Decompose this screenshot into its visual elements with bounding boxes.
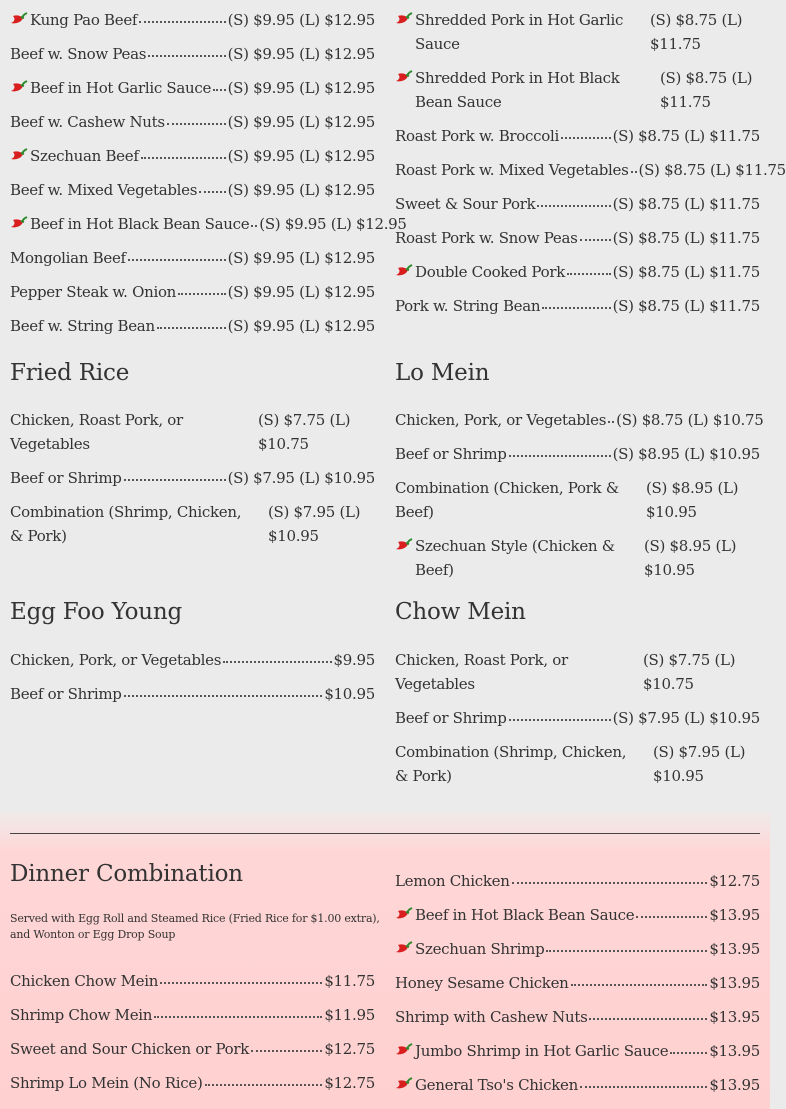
dot-leader <box>223 648 331 663</box>
menu-item-price: (S) $8.75 (L) $11.75 <box>612 297 760 315</box>
dot-leader <box>199 178 225 193</box>
menu-item-name: Chicken, Roast Pork, or Vegetables <box>395 651 568 693</box>
menu-item-name-group <box>395 8 635 56</box>
chili-pepper-icon <box>395 534 415 552</box>
dot-leader <box>251 1037 322 1052</box>
menu-item-name-group <box>395 226 578 250</box>
menu-item-name: Pepper Steak w. Onion <box>10 283 177 301</box>
dot-leader <box>580 226 611 241</box>
menu-item-name: Shrimp Lo Mein (No Rice) <box>10 1074 203 1092</box>
dinner-combination-note: Served with Egg Roll and Steamed Rice (Fried Rice for $1.00 extra), and Wonton or Egg Drop Soup <box>10 912 380 941</box>
fried-rice-title: Fried Rice <box>10 360 130 386</box>
menu-item-name: General Tso's Chicken <box>415 1076 578 1094</box>
menu-item-price: (S) $8.75 (L) $11.75 <box>612 127 760 145</box>
menu-item-name: Beef in Hot Black Bean Sauce <box>415 906 635 924</box>
menu-item-name: Beef or Shrimp <box>10 685 122 703</box>
menu-item-price: (S) $9.95 (L) $12.95 <box>227 79 375 97</box>
menu-item-name: Sweet & Sour Pork <box>395 195 536 213</box>
chili-pepper-icon <box>10 212 30 230</box>
menu-item-price: $13.95 <box>709 1042 760 1060</box>
menu-item-price: (S) $8.75 (L) $11.75 <box>612 229 760 247</box>
menu-item-price: (S) $7.95 (L) $10.95 <box>227 469 375 487</box>
dot-leader <box>509 706 611 721</box>
menu-item-price: (S) $9.95 (L) $12.95 <box>227 45 375 63</box>
menu-item-name: Mongolian Beef <box>10 249 126 267</box>
menu-item <box>395 740 760 788</box>
menu-item <box>10 408 375 456</box>
egg-foo-young-title: Egg Foo Young <box>10 599 183 625</box>
menu-item-name-group <box>395 1073 578 1097</box>
chili-pepper-icon <box>10 76 30 94</box>
dot-leader <box>589 1005 707 1020</box>
menu-item-name: Chicken Chow Mein <box>10 972 159 990</box>
menu-item <box>395 124 760 148</box>
menu-item <box>395 971 760 995</box>
chili-pepper-icon <box>395 66 415 84</box>
menu-item-price: $11.75 <box>324 972 375 990</box>
menu-item-price: (S) $8.75 (L) $11.75 <box>612 263 760 281</box>
menu-item-price: (S) $9.95 (L) $12.95 <box>227 113 375 131</box>
chow-mein-title: Chow Mein <box>395 599 526 625</box>
dot-leader <box>178 280 226 295</box>
menu-item-name-group <box>10 466 122 490</box>
dot-leader <box>213 76 226 91</box>
menu-item-name-group <box>395 294 540 318</box>
menu-item-name-group <box>10 76 211 100</box>
menu-item-name-group <box>10 246 126 270</box>
menu-item-price: $11.95 <box>324 1006 375 1024</box>
menu-item-name-group <box>10 969 158 993</box>
menu-item <box>395 534 760 582</box>
menu-item-name-group <box>10 408 210 456</box>
menu-item <box>395 192 760 216</box>
menu-item-name: Beef in Hot Garlic Sauce <box>30 79 212 97</box>
dot-leader <box>631 158 637 173</box>
menu-item-price: (S) $9.95 (L) $12.95 <box>227 11 375 29</box>
menu-item-name-group <box>10 280 176 304</box>
dot-leader <box>608 408 614 423</box>
menu-item-name: Roast Pork w. Snow Peas <box>395 229 578 247</box>
menu-item-name-group <box>395 476 625 524</box>
menu-item-price: (S) $8.75 (L) $11.75 <box>660 69 753 111</box>
dot-leader <box>139 8 225 23</box>
menu-item-price: (S) $7.95 (L) $10.95 <box>612 709 760 727</box>
menu-item-price: $12.75 <box>709 872 760 890</box>
menu-item-price: $13.95 <box>709 1076 760 1094</box>
menu-item <box>395 1005 760 1029</box>
menu-item-price: (S) $8.95 (L) $10.95 <box>644 537 737 579</box>
dot-leader <box>124 682 323 697</box>
menu-item-price: (S) $9.95 (L) $12.95 <box>227 249 375 267</box>
dot-leader <box>561 124 611 139</box>
dot-leader <box>251 212 257 227</box>
menu-item <box>10 1037 375 1061</box>
menu-item-name-group <box>10 178 197 202</box>
dot-leader <box>167 110 226 125</box>
menu-item-name-group <box>395 158 629 182</box>
menu-item-name-group <box>10 682 122 706</box>
menu-item-name: Beef w. Snow Peas <box>10 45 147 63</box>
dot-leader <box>567 260 611 275</box>
menu-item-price: (S) $8.95 (L) $10.95 <box>646 479 739 521</box>
menu-item-name: Beef or Shrimp <box>395 445 507 463</box>
menu-item-name-group <box>395 648 605 696</box>
menu-item <box>395 442 760 466</box>
menu-item-price: (S) $8.75 (L) $11.75 <box>638 161 786 179</box>
menu-item-name: Jumbo Shrimp in Hot Garlic Sauce <box>415 1042 669 1060</box>
menu-item-name: Roast Pork w. Broccoli <box>395 127 559 145</box>
menu-item-name-group <box>10 42 146 66</box>
menu-item-name: Shrimp Chow Mein <box>10 1006 153 1024</box>
menu-item-name: Beef or Shrimp <box>395 709 507 727</box>
menu-item-name: Beef w. Cashew Nuts <box>10 113 165 131</box>
menu-item <box>10 969 375 993</box>
menu-item <box>10 144 375 168</box>
menu-item-price: (S) $7.95 (L) $10.95 <box>268 503 361 545</box>
menu-item <box>10 178 375 202</box>
menu-item-name: Pork w. String Bean <box>395 297 541 315</box>
menu-item-name: Chicken, Roast Pork, or Vegetables <box>10 411 183 453</box>
menu-item-name: Szechuan Beef <box>30 147 139 165</box>
menu-item-name: Combination (Shrimp, Chicken, & Pork) <box>10 503 242 545</box>
menu-item <box>395 158 786 182</box>
menu-item-price: (S) $7.75 (L) $10.75 <box>643 651 736 693</box>
dot-leader <box>148 42 226 57</box>
menu-item-name-group <box>395 192 535 216</box>
menu-item <box>395 1073 760 1097</box>
menu-item-name: Sweet and Sour Chicken or Pork <box>10 1040 250 1058</box>
dot-leader <box>124 466 226 481</box>
menu-item-name-group <box>10 8 137 32</box>
menu-item-name: Honey Sesame Chicken <box>395 974 569 992</box>
menu-item-name-group <box>10 314 155 338</box>
menu-item <box>395 903 760 927</box>
menu-item-name: Roast Pork w. Mixed Vegetables <box>395 161 629 179</box>
menu-item-name-group <box>395 903 634 927</box>
menu-item <box>395 408 764 432</box>
menu-item <box>395 476 760 524</box>
menu-item <box>395 226 760 250</box>
menu-item-name-group <box>10 1071 203 1095</box>
menu-item-price: $9.95 <box>333 651 375 669</box>
menu-item-price: (S) $7.75 (L) $10.75 <box>258 411 351 453</box>
menu-item-name-group <box>10 648 221 672</box>
menu-item-name-group <box>395 534 620 582</box>
dot-leader <box>580 1073 707 1088</box>
menu-item-name: Chicken, Pork, or Vegetables <box>10 651 222 669</box>
menu-item-name: Szechuan Style (Chicken & Beef) <box>415 537 615 579</box>
menu-item-price: (S) $9.95 (L) $12.95 <box>227 317 375 335</box>
menu-item <box>10 246 375 270</box>
menu-item-name-group <box>395 937 544 961</box>
menu-item-name: Combination (Shrimp, Chicken, & Pork) <box>395 743 627 785</box>
menu-item-price: (S) $9.95 (L) $12.95 <box>227 147 375 165</box>
dot-leader <box>154 1003 322 1018</box>
menu-item-name-group <box>10 144 139 168</box>
dot-leader <box>128 246 226 261</box>
menu-item <box>395 260 760 284</box>
menu-item <box>10 110 375 134</box>
chili-pepper-icon <box>395 8 415 26</box>
menu-item <box>395 66 760 114</box>
dot-leader <box>636 903 707 918</box>
menu-item <box>10 682 375 706</box>
lo-mein-title: Lo Mein <box>395 360 490 386</box>
menu-item-name-group <box>395 408 606 432</box>
menu-item <box>10 466 375 490</box>
menu-item-price: $13.95 <box>709 906 760 924</box>
dot-leader <box>542 294 610 309</box>
chili-pepper-icon <box>395 903 415 921</box>
menu-item-price: (S) $8.75 (L) $11.75 <box>612 195 760 213</box>
section-divider <box>10 833 760 834</box>
menu-item-price: $10.95 <box>324 685 375 703</box>
chili-pepper-icon <box>395 937 415 955</box>
menu-item-name-group <box>10 1003 152 1027</box>
dot-leader <box>205 1071 323 1086</box>
dot-leader <box>141 144 226 159</box>
menu-item-name-group <box>395 260 565 284</box>
menu-item <box>10 42 375 66</box>
menu-item-price: (S) $8.95 (L) $10.95 <box>612 445 760 463</box>
menu-item-price: (S) $8.75 (L) $10.75 <box>616 411 764 429</box>
menu-item-name: Shrimp with Cashew Nuts <box>395 1008 588 1026</box>
menu-item-name: Combination (Chicken, Pork & Beef) <box>395 479 619 521</box>
menu-item-name-group <box>395 869 510 893</box>
menu-item <box>10 648 375 672</box>
menu-item-price: $13.95 <box>709 940 760 958</box>
menu-item <box>395 648 760 696</box>
dot-leader <box>670 1039 707 1054</box>
menu-item-price: (S) $9.95 (L) $12.95 <box>227 283 375 301</box>
menu-item-price: $12.75 <box>324 1074 375 1092</box>
menu-item-name-group <box>10 500 255 548</box>
chili-pepper-icon <box>395 1073 415 1091</box>
menu-item-name: Beef w. String Bean <box>10 317 155 335</box>
menu-item-price: (S) $9.95 (L) $12.95 <box>227 181 375 199</box>
menu-item <box>10 212 407 236</box>
dot-leader <box>160 969 322 984</box>
menu-item-name-group <box>395 124 559 148</box>
menu-item-name-group <box>10 110 165 134</box>
menu-item <box>10 1003 375 1027</box>
menu-item <box>10 280 375 304</box>
menu-item-price: $12.75 <box>324 1040 375 1058</box>
menu-item-name-group <box>395 1039 668 1063</box>
chili-pepper-icon <box>10 8 30 26</box>
menu-item-price: (S) $9.95 (L) $12.95 <box>259 215 407 233</box>
menu-item <box>10 76 375 100</box>
menu-item <box>395 294 760 318</box>
menu-item <box>395 8 760 56</box>
menu-item-name: Double Cooked Pork <box>415 263 566 281</box>
dot-leader <box>546 937 707 952</box>
menu-item-name: Beef w. Mixed Vegetables <box>10 181 198 199</box>
menu-item-name: Beef in Hot Black Bean Sauce <box>30 215 250 233</box>
menu-item-name-group <box>395 442 507 466</box>
dot-leader <box>512 869 708 884</box>
menu-item <box>10 500 375 548</box>
menu-item-price: $13.95 <box>709 974 760 992</box>
menu-item-name: Lemon Chicken <box>395 872 510 890</box>
menu-item-name-group <box>395 1005 587 1029</box>
dinner-combination-title: Dinner Combination <box>10 861 243 887</box>
menu-item-name-group <box>395 971 569 995</box>
menu-item-name-group <box>10 212 249 236</box>
menu-item <box>395 1039 760 1063</box>
dot-leader <box>157 314 226 329</box>
menu-item-name-group <box>10 1037 249 1061</box>
menu-item-name: Kung Pao Beef <box>30 11 138 29</box>
menu-item-name: Chicken, Pork, or Vegetables <box>395 411 607 429</box>
chili-pepper-icon <box>395 260 415 278</box>
menu-item-name: Szechuan Shrimp <box>415 940 545 958</box>
dot-leader <box>509 442 611 457</box>
menu-item-name-group <box>395 740 640 788</box>
chili-pepper-icon <box>395 1039 415 1057</box>
dot-leader <box>537 192 610 207</box>
menu-item <box>10 314 375 338</box>
menu-item <box>395 937 760 961</box>
dot-leader <box>571 971 708 986</box>
menu-item-name-group <box>395 66 650 114</box>
menu-item-name: Beef or Shrimp <box>10 469 122 487</box>
menu-item-name: Shredded Pork in Hot Garlic Sauce <box>415 11 624 53</box>
menu-item-name: Shredded Pork in Hot Black Bean Sauce <box>415 69 620 111</box>
menu-item <box>10 8 375 32</box>
menu-item <box>10 1071 375 1095</box>
menu-item-name-group <box>395 706 507 730</box>
menu-item-price: (S) $8.75 (L) $11.75 <box>650 11 743 53</box>
menu-item <box>395 869 760 893</box>
menu-item <box>395 706 760 730</box>
menu-item-price: $13.95 <box>709 1008 760 1026</box>
chili-pepper-icon <box>10 144 30 162</box>
menu-item-price: (S) $7.95 (L) $10.95 <box>653 743 746 785</box>
